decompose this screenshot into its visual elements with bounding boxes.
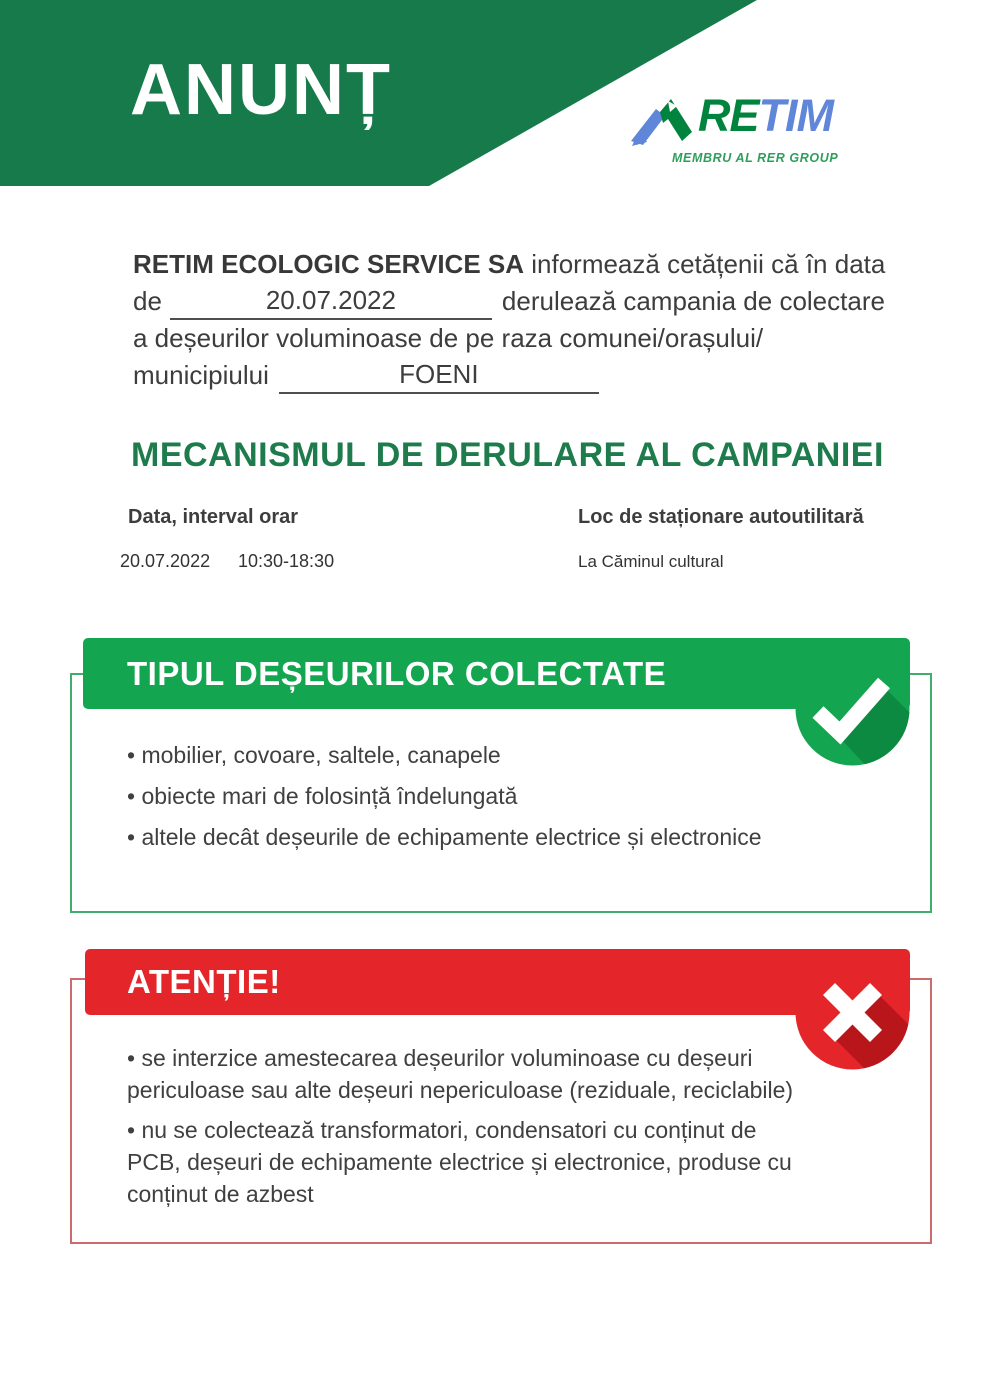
date-value: 20.07.2022 [265, 285, 396, 315]
page-title: ANUNȚ [130, 50, 392, 130]
list-item: • altele decât deșeurile de echipamente electrice și electronice [127, 824, 887, 850]
schedule-label: Data, interval orar [128, 506, 299, 528]
list-item: • obiecte mari de folosință îndelungată [127, 783, 887, 809]
attention-list [127, 1042, 887, 1218]
date-blank [170, 284, 492, 320]
location-label: Loc de staționare autoutilitară [578, 506, 864, 528]
schedule-date: 20.07.2022 [120, 551, 211, 571]
intro-line-1: RETIM ECOLOGIC SERVICE SA informează cetățenii că în data [133, 249, 886, 279]
brand-text [698, 92, 833, 140]
intro-line-3: a deșeurilor voluminoase de pe raza comunei/orașului/ [133, 323, 764, 353]
brand-tim: TIM [758, 90, 833, 141]
list-item: • se interzice amestecarea deșeurilor voluminoase cu deșeuri periculoase sau alte deșeuri nepericuloase (reziduale, reciclabile) [127, 1042, 887, 1106]
city-value: FOENI [399, 359, 479, 389]
schedule-interval: 10:30-18:30 [238, 551, 335, 571]
list-item: • mobilier, covoare, saltele, canapele [127, 742, 887, 768]
brand-tagline: MEMBRU AL RER GROUP [672, 151, 839, 165]
intro-line-2: de 20.07.2022 derulează campania de colectare [133, 283, 953, 320]
collected-header-bar [83, 638, 910, 709]
collected-list [127, 742, 887, 865]
list-item: • nu se colectează transformatori, condensatori cu conținut de PCB, deșeuri de echipamente electrice și electronice, produse cu conținut de azbest [127, 1114, 887, 1210]
intro-paragraph [133, 246, 953, 394]
mechanism-heading: MECANISMUL DE DERULARE AL CAMPANIEI [131, 436, 884, 474]
retim-recycle-icon [630, 98, 694, 153]
attention-header-bar [85, 949, 910, 1015]
brand-re: RE [698, 90, 759, 141]
company-name: RETIM ECOLOGIC SERVICE SA [133, 249, 525, 279]
city-blank [279, 358, 599, 394]
retim-logo [630, 92, 930, 165]
attention-title: ATENȚIE! [127, 963, 281, 1000]
collected-title: TIPUL DEȘEURILOR COLECTATE [127, 655, 667, 692]
intro-line-4: municipiului FOENI [133, 357, 953, 394]
location-value: La Căminul cultural [578, 552, 724, 571]
